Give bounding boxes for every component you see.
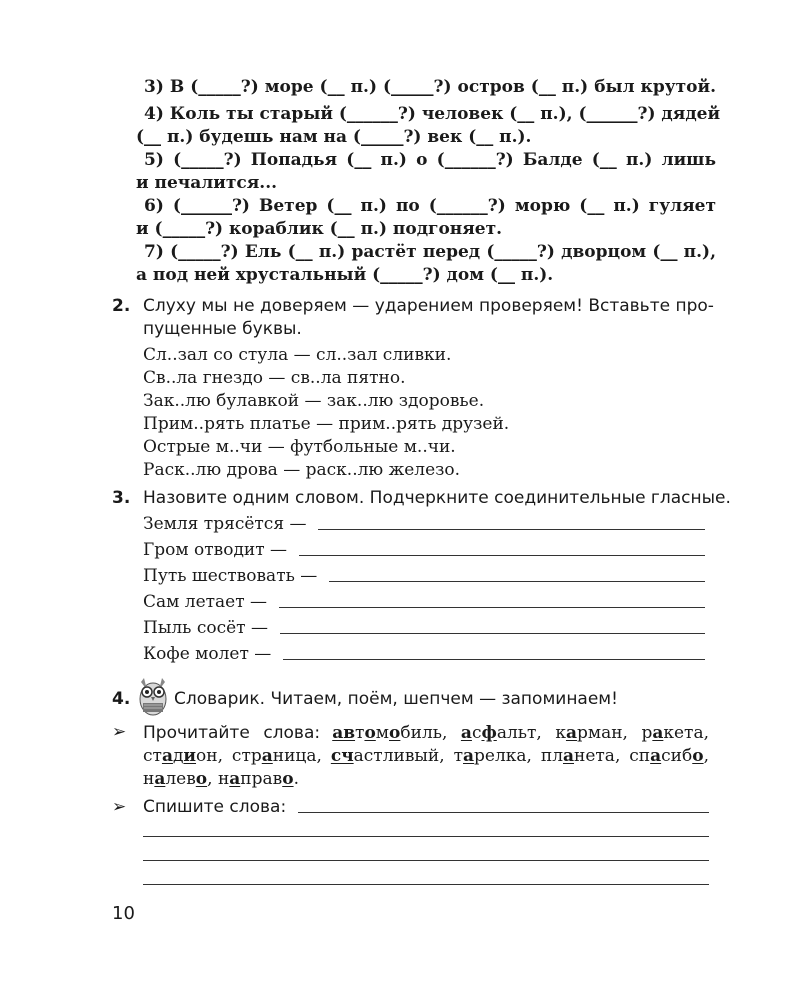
- task3-item: [143, 514, 705, 534]
- task1-item6-line2: и (_____?) кораблик (__ п.) подгоняет.: [136, 219, 503, 239]
- bullet-arrow-icon: ➢: [112, 722, 127, 742]
- task4-number: 4.: [112, 689, 131, 709]
- answer-line[interactable]: [283, 659, 705, 660]
- task3-item-label: Путь шествовать —: [143, 566, 318, 586]
- task3-item-label: Гром отводит —: [143, 540, 288, 560]
- answer-line[interactable]: [143, 860, 709, 861]
- vocabulary-words: Прочитайте слова: автомобиль, асфальт, карман, ракета, стадион, страница, счастливый, тарелка, планета, спасибо, налево, направо.: [143, 723, 709, 789]
- task3-item: [143, 540, 705, 560]
- task1-item3: 3) В (_____?) море (__ п.) (_____?) остров (__ п.) был крутой.: [144, 77, 716, 97]
- page-number: 10: [112, 903, 135, 924]
- task2-title-line2: пущенные буквы.: [143, 319, 302, 339]
- answer-line[interactable]: [143, 836, 709, 837]
- task3-item: [143, 618, 705, 638]
- answer-line[interactable]: [280, 633, 705, 634]
- answer-line[interactable]: [298, 812, 709, 813]
- read-label: Прочитайте слова:: [143, 723, 321, 743]
- task1-item7-line1: 7) (_____?) Ель (__ п.) растёт перед (_____?) дворцом (__ п.),: [144, 242, 716, 262]
- bullet-arrow-icon: ➢: [112, 797, 127, 817]
- task2-line: Острые м..чи — футбольные м..чи.: [143, 437, 456, 457]
- task3-item: [143, 644, 705, 664]
- task4-title: Словарик. Читаем, поём, шепчем — запоминаем!: [174, 689, 618, 709]
- task2-line: Зак..лю булавкой — зак..лю здоровье.: [143, 391, 485, 411]
- task2-line: Сл..зал со стула — сл..зал сливки.: [143, 345, 452, 365]
- answer-line[interactable]: [318, 529, 705, 530]
- task3-item-label: Пыль сосёт —: [143, 618, 268, 638]
- task2-line: Св..ла гнездо — св..ла пятно.: [143, 368, 406, 388]
- owl-mascot-icon: [136, 672, 170, 718]
- task3-item: [143, 566, 705, 586]
- task3-item: [143, 592, 705, 612]
- task1-item7-line2: а под ней хрустальный (_____?) дом (__ п.).: [136, 265, 554, 285]
- task3-number: 3.: [112, 488, 131, 508]
- task1-item5-line2: и печалится...: [136, 173, 278, 193]
- task3-item-label: Кофе молет —: [143, 644, 272, 664]
- task2-line: Раск..лю дрова — раск..лю железо.: [143, 460, 461, 480]
- task1-item5-line1: 5) (_____?) Попадья (__ п.) о (______?) Балде (__ п.) лишь: [144, 150, 716, 170]
- task3-title: Назовите одним словом. Подчеркните соединительные гласные.: [143, 488, 731, 508]
- task1-item4-line2: (__ п.) будешь нам на (_____?) век (__ п.).: [136, 127, 532, 147]
- answer-line[interactable]: [329, 581, 705, 582]
- answer-line[interactable]: [279, 607, 705, 608]
- task3-item-label: Земля трясётся —: [143, 514, 307, 534]
- answer-line[interactable]: [143, 884, 709, 885]
- task1-item6-line1: 6) (______?) Ветер (__ п.) по (______?) морю (__ п.) гуляет: [144, 196, 716, 216]
- copy-label: Спишите слова:: [143, 797, 287, 817]
- task2-number: 2.: [112, 296, 131, 316]
- task1-item4-line1: 4) Коль ты старый (______?) человек (__ п.), (______?) дядей: [144, 104, 721, 124]
- copy-words-row: [143, 797, 709, 817]
- task2-title-line1: Слуху мы не доверяем — ударением проверяем! Вставьте про-: [143, 296, 714, 316]
- task3-item-label: Сам летает —: [143, 592, 268, 612]
- answer-line[interactable]: [299, 555, 705, 556]
- task2-line: Прим..рять платье — прим..рять друзей.: [143, 414, 510, 434]
